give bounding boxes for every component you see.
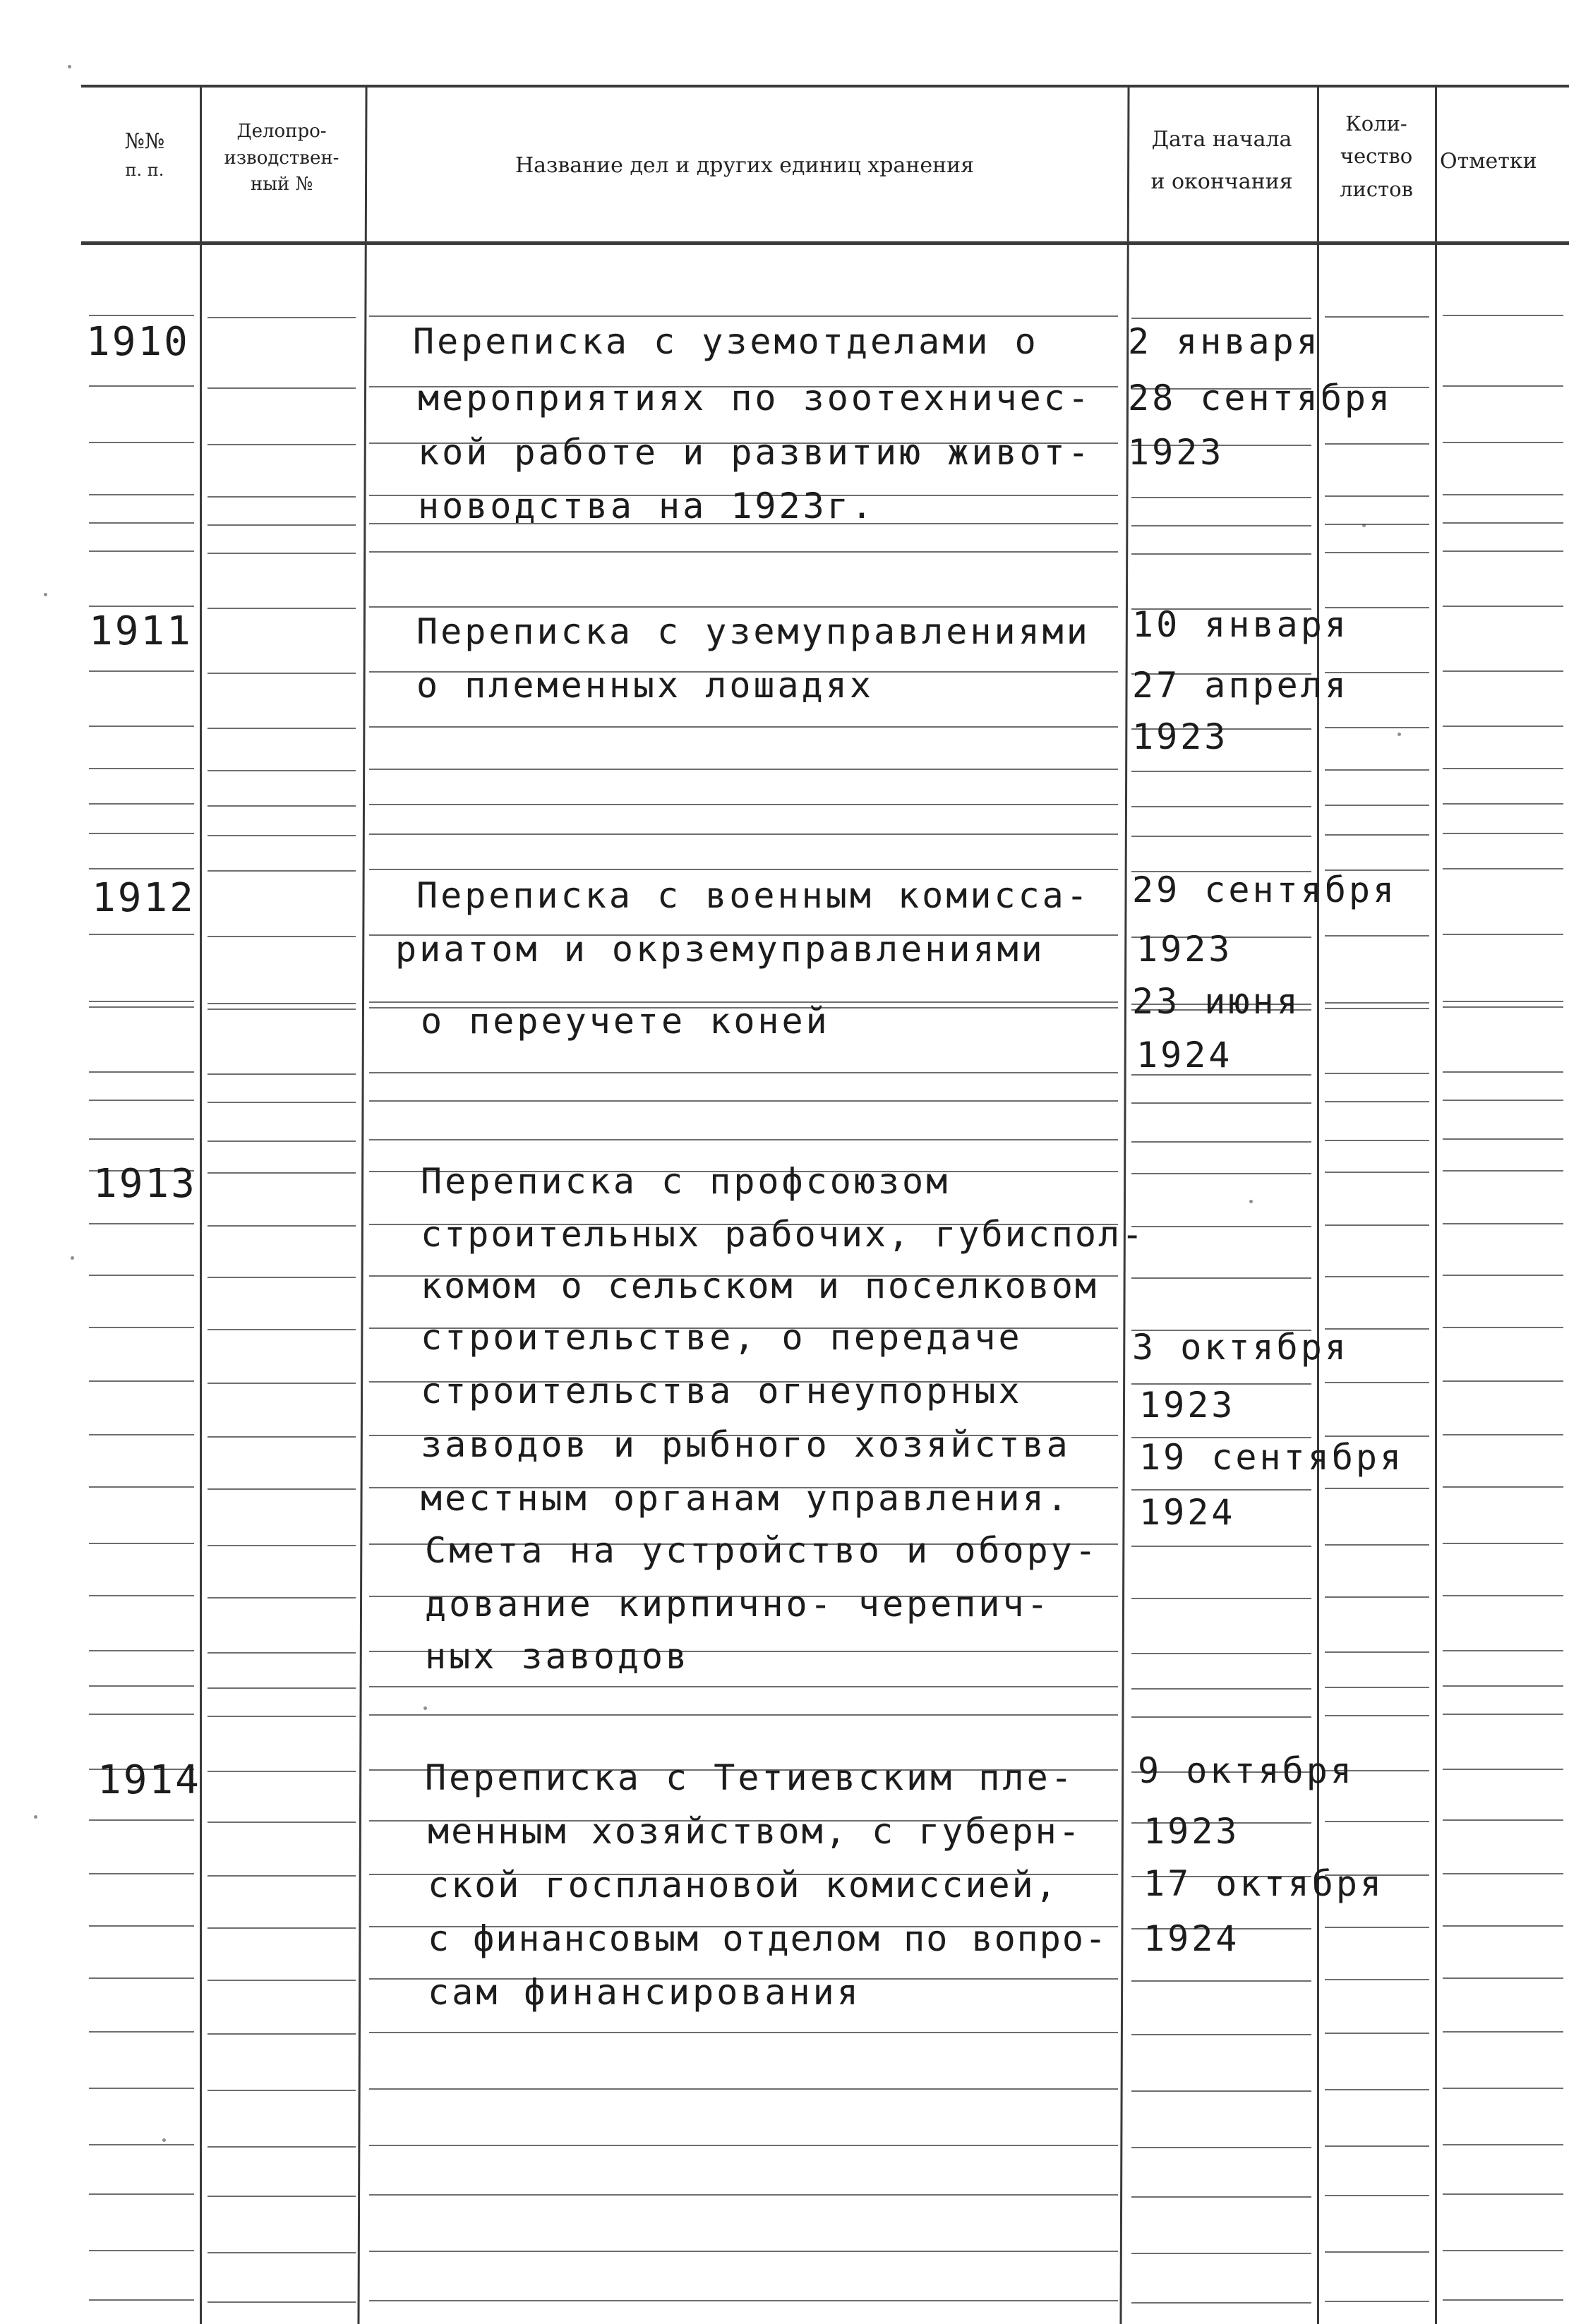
ledger-rule	[1443, 1434, 1563, 1435]
ledger-rule	[89, 2299, 194, 2301]
ledger-rule	[208, 2196, 356, 2197]
ledger-rule	[1325, 1687, 1429, 1688]
record-title-line: комом о сельском и поселковом	[421, 1265, 1098, 1306]
scan-speck	[34, 1815, 37, 1819]
ledger-rule	[1325, 1276, 1429, 1277]
record-title-line: Переписка с Тетиевским пле-	[425, 1757, 1075, 1798]
ledger-rule	[1131, 806, 1311, 807]
ledger-rule	[208, 1329, 356, 1330]
ledger-rule	[1131, 2147, 1311, 2148]
ledger-rule	[1325, 1172, 1429, 1173]
record-title-line: сам финансирования	[428, 1972, 861, 2013]
ledger-rule	[1131, 525, 1311, 526]
ledger-rule	[1131, 1688, 1311, 1690]
ledger-rule	[89, 1223, 194, 1224]
ledger-rule	[1325, 1979, 1429, 1980]
ledger-rule	[208, 1003, 356, 1004]
record-title-line: ской госплановой комиссией,	[428, 1865, 1059, 1905]
record-date-line: 2 января	[1128, 321, 1321, 362]
ledger-rule	[89, 1977, 194, 1979]
ledger-rule	[1325, 495, 1429, 497]
ledger-rule	[89, 1380, 194, 1382]
ledger-rule	[369, 804, 1118, 805]
scan-speck	[1397, 733, 1401, 736]
record-title-line: о переучете коней	[421, 1001, 830, 1042]
column-divider	[200, 88, 202, 2324]
ledger-rule	[1131, 836, 1311, 837]
column-divider	[1317, 88, 1319, 2324]
ledger-rule	[1443, 1223, 1563, 1224]
ledger-rule	[369, 1100, 1118, 1102]
ledger-rule	[1325, 1101, 1429, 1102]
ledger-rule	[1325, 2033, 1429, 2034]
ledger-rule	[208, 1771, 356, 1772]
ledger-rule	[208, 553, 356, 554]
ledger-rule	[1131, 1653, 1311, 1654]
ledger-rule	[1131, 553, 1311, 555]
ledger-rule	[208, 1073, 356, 1075]
ledger-rule	[1131, 2302, 1311, 2304]
ledger-rule	[1443, 494, 1563, 495]
ledger-rule	[1443, 1819, 1563, 1821]
ledger-rule	[369, 2088, 1118, 2090]
header-col-dates-line1: Дата начала	[1151, 127, 1292, 152]
ledger-rule	[89, 833, 194, 834]
ledger-rule	[208, 444, 356, 445]
ledger-rule	[89, 934, 194, 935]
ledger-rule	[1325, 1008, 1429, 1009]
record-title-line: Переписка с военным комисса-	[416, 875, 1090, 916]
ledger-rule	[1443, 868, 1563, 869]
ledger-rule	[89, 1071, 194, 1073]
ledger-rule	[1325, 1927, 1429, 1928]
ledger-rule	[1443, 1006, 1563, 1008]
ledger-rule	[1443, 2193, 1563, 2195]
scan-speck	[1362, 524, 1366, 527]
record-title-line: заводов и рыбного хозяйства	[421, 1424, 1071, 1465]
ledger-rule	[1131, 1277, 1311, 1279]
record-date-line: 23 июня	[1132, 981, 1301, 1022]
ledger-rule	[208, 1140, 356, 1142]
ledger-rule	[369, 1686, 1118, 1687]
record-date-line: 27 апреля	[1132, 665, 1349, 706]
record-date-line: 9 октября	[1138, 1750, 1354, 1791]
ledger-rule	[1325, 2301, 1429, 2302]
record-title-line: Переписка с уземотделами о	[413, 321, 1039, 362]
ledger-rule	[208, 1383, 356, 1384]
header-col-sheets	[1320, 107, 1433, 205]
ledger-rule	[1443, 2031, 1563, 2033]
ledger-rule	[208, 805, 356, 807]
ledger-rule	[89, 1275, 194, 1276]
ledger-rule	[208, 2301, 356, 2303]
ledger-rule	[89, 550, 194, 552]
ledger-rule	[208, 1980, 356, 1981]
ledger-rule	[208, 1488, 356, 1490]
ledger-rule	[208, 387, 356, 389]
ledger-rule	[89, 1650, 194, 1651]
ledger-rule	[208, 2090, 356, 2091]
ledger-rule	[1131, 2196, 1311, 2198]
record-title-line: о племенных лошадях	[416, 665, 874, 706]
ledger-rule	[1443, 768, 1563, 769]
record-title-line: кой работе и развитию живот-	[418, 432, 1092, 473]
column-divider	[357, 88, 367, 2324]
ledger-rule	[208, 1009, 356, 1010]
ledger-rule	[1325, 1224, 1429, 1226]
ledger-rule	[1325, 2195, 1429, 2196]
ledger-rule	[89, 1486, 194, 1488]
ledger-rule	[208, 870, 356, 872]
record-date-line: 19 сентября	[1139, 1437, 1405, 1478]
ledger-rule	[89, 2031, 194, 2033]
ledger-rule	[1443, 1714, 1563, 1715]
ledger-rule	[369, 1072, 1118, 1073]
scan-speck	[162, 2138, 166, 2142]
ledger-rule	[208, 936, 356, 937]
ledger-rule	[208, 1436, 356, 1438]
ledger-rule	[89, 385, 194, 387]
ledger-rule	[1443, 1769, 1563, 1770]
header-col-sheets-line2: чество	[1340, 144, 1413, 169]
scan-speck	[44, 593, 47, 596]
ledger-rule	[1443, 1275, 1563, 1276]
ledger-rule	[1325, 935, 1429, 937]
ledger-rule	[1325, 2145, 1429, 2147]
ledger-rule	[1325, 1382, 1429, 1383]
ledger-rule	[369, 2194, 1118, 2196]
record-title-line: Смета на устройство и обору-	[425, 1530, 1099, 1571]
ledger-rule	[89, 1138, 194, 1140]
record-date-line: 1923	[1143, 1811, 1240, 1852]
ledger-rule	[1443, 2144, 1563, 2145]
ledger-rule	[1443, 1925, 1563, 1927]
ledger-rule	[208, 1927, 356, 1929]
ledger-rule	[208, 524, 356, 526]
record-number: 1910	[86, 319, 190, 365]
ledger-rule	[1443, 934, 1563, 935]
ledger-rule	[1325, 524, 1429, 525]
ledger-rule	[1131, 1102, 1311, 1104]
ledger-rule	[369, 2300, 1118, 2301]
ledger-rule	[89, 1001, 194, 1002]
ledger-rule	[208, 770, 356, 771]
ledger-rule	[1131, 1598, 1311, 1599]
ledger-rule	[89, 442, 194, 443]
ledger-rule	[208, 1102, 356, 1103]
ledger-rule	[89, 1685, 194, 1687]
ledger-rule	[208, 728, 356, 729]
ledger-rule	[1443, 1170, 1563, 1172]
ledger-rule	[1443, 1100, 1563, 1101]
record-date-line: 3 октября	[1132, 1327, 1349, 1368]
record-title-line: новодства на 1923г.	[418, 486, 875, 526]
ledger-rule	[208, 1875, 356, 1877]
record-date-line: 1923	[1139, 1385, 1236, 1426]
ledger-rule	[1443, 606, 1563, 607]
record-title-line: Переписка с уземуправлениями	[416, 611, 1090, 652]
ledger-rule	[89, 1434, 194, 1435]
ledger-rule	[1325, 1821, 1429, 1822]
ledger-rule	[1131, 1173, 1311, 1174]
record-date-line: 28 сентября	[1128, 378, 1393, 419]
record-number: 1911	[89, 608, 193, 654]
ledger-rule	[208, 1545, 356, 1546]
ledger-rule	[208, 835, 356, 836]
scan-speck	[68, 65, 71, 68]
ledger-rule	[369, 551, 1118, 553]
ledger-rule	[208, 496, 356, 498]
ledger-rule	[1131, 2034, 1311, 2035]
ledger-rule	[208, 1172, 356, 1174]
record-title-line: риатом и окрземуправлениями	[395, 929, 1045, 970]
ledger-rule	[1325, 1140, 1429, 1141]
column-divider	[1435, 88, 1437, 2324]
ledger-rule	[89, 606, 194, 607]
record-number: 1914	[97, 1757, 201, 1803]
ledger-rule	[1325, 1002, 1429, 1004]
ledger-rule	[89, 1100, 194, 1101]
ledger-rule	[208, 2146, 356, 2148]
ledger-rule	[1443, 833, 1563, 834]
header-col-number-line2: п. п.	[125, 160, 164, 180]
record-title-line: с финансовым отделом по вопро-	[428, 1918, 1108, 1959]
ledger-rule	[208, 608, 356, 609]
ledger-rule	[369, 2145, 1118, 2146]
record-number: 1913	[93, 1161, 197, 1207]
ledger-rule	[1443, 1977, 1563, 1979]
header-col-office-line3: ный №	[250, 174, 313, 195]
ledger-rule	[89, 1595, 194, 1596]
ledger-rule	[369, 2251, 1118, 2252]
header-col-notes: Отметки	[1440, 149, 1537, 174]
ledger-rule	[89, 2193, 194, 2195]
record-date-line: 1923	[1128, 432, 1225, 473]
header-col-dates	[1128, 119, 1316, 203]
ledger-rule	[1131, 1980, 1311, 1982]
scan-speck	[71, 1256, 74, 1260]
ledger-rule	[89, 2088, 194, 2089]
record-date-line: 10 января	[1132, 604, 1349, 645]
ledger-rule	[1443, 1380, 1563, 1382]
ledger-rule	[89, 2250, 194, 2251]
ledger-rule	[1131, 1141, 1311, 1143]
ledger-rule	[1443, 2088, 1563, 2089]
ledger-rule	[1325, 1651, 1429, 1653]
ledger-rule	[89, 768, 194, 769]
ledger-rule	[1325, 316, 1429, 318]
ledger-rule	[1443, 1873, 1563, 1874]
record-title-line: Переписка с профсоюзом	[421, 1161, 951, 1202]
record-date-line: 1924	[1143, 1918, 1240, 1959]
ledger-rule	[1443, 1327, 1563, 1328]
header-top-border	[81, 85, 1569, 88]
ledger-rule	[1443, 550, 1563, 552]
record-title-line: строительства огнеупорных	[421, 1371, 1023, 1411]
ledger-rule	[1325, 1488, 1429, 1489]
ledger-rule	[1443, 385, 1563, 387]
ledger-rule	[1325, 769, 1429, 771]
ledger-rule	[1443, 2250, 1563, 2251]
ledger-rule	[1325, 1715, 1429, 1716]
ledger-rule	[89, 1873, 194, 1874]
record-title-line: строительных рабочих, губиспол-	[421, 1214, 1146, 1255]
ledger-rule	[208, 1822, 356, 1823]
ledger-rule	[1443, 803, 1563, 805]
ledger-rule	[89, 1327, 194, 1328]
ledger-rule	[1443, 726, 1563, 727]
ledger-rule	[1443, 442, 1563, 443]
ledger-rule	[1131, 771, 1311, 772]
ledger-rule	[1325, 1073, 1429, 1074]
column-divider	[1119, 88, 1129, 2324]
header-col-sheets-line1: Коли-	[1345, 112, 1407, 136]
ledger-rule	[208, 1652, 356, 1654]
record-title-line: менным хозяйством, с губерн-	[428, 1811, 1082, 1852]
ledger-rule	[1325, 2089, 1429, 2090]
ledger-rule	[1325, 805, 1429, 806]
ledger-rule	[1131, 1489, 1311, 1491]
ledger-rule	[208, 1716, 356, 1717]
record-title-line: ных заводов	[425, 1636, 690, 1677]
ledger-rule	[89, 726, 194, 727]
ledger-rule	[89, 522, 194, 524]
ledger-rule	[369, 769, 1118, 770]
record-date-line: 1924	[1139, 1492, 1236, 1533]
record-title-line: дование кирпично- черепич-	[425, 1584, 1051, 1625]
header-col-number-line1: №№	[124, 129, 165, 154]
ledger-rule	[1131, 1226, 1311, 1227]
ledger-rule	[89, 315, 194, 316]
header-col-sheets-line3: листов	[1340, 176, 1413, 201]
ledger-rule	[369, 315, 1118, 317]
record-date-line: 29 сентября	[1132, 869, 1397, 910]
scan-speck	[1249, 1200, 1253, 1203]
ledger-rule	[1443, 1001, 1563, 1002]
header-col-title: Название дел и других единиц хранения	[515, 153, 975, 178]
ledger-rule	[1443, 522, 1563, 524]
ledger-rule	[1443, 1486, 1563, 1488]
record-date-line: 1923	[1136, 929, 1233, 970]
ledger-rule	[1443, 1650, 1563, 1651]
header-col-office	[203, 119, 360, 198]
ledger-rule	[1325, 2251, 1429, 2253]
ledger-rule	[89, 670, 194, 672]
ledger-rule	[89, 868, 194, 869]
record-date-line: 17 октября	[1143, 1863, 1385, 1904]
ledger-rule	[1443, 1595, 1563, 1596]
ledger-rule	[1443, 1071, 1563, 1073]
header-col-number	[106, 126, 184, 183]
record-number: 1912	[92, 875, 196, 921]
ledger-rule	[1443, 2299, 1563, 2301]
header-col-office-line1: Делопро-	[236, 121, 327, 142]
ledger-rule	[1325, 834, 1429, 836]
ledger-rule	[1325, 1596, 1429, 1598]
ledger-rule	[208, 1225, 356, 1227]
ledger-rule	[369, 833, 1118, 835]
ledger-rule	[208, 1687, 356, 1689]
ledger-rule	[89, 1714, 194, 1715]
record-date-line: 1923	[1132, 716, 1229, 757]
ledger-rule	[369, 606, 1118, 608]
ledger-rule	[1443, 1138, 1563, 1140]
ledger-rule	[369, 1714, 1118, 1716]
record-title-line: строительстве, о передаче	[421, 1317, 1023, 1358]
ledger-rule	[1131, 2090, 1311, 2092]
ledger-rule	[208, 1277, 356, 1278]
ledger-rule	[1325, 727, 1429, 728]
ledger-rule	[1325, 1544, 1429, 1546]
ledger-rule	[1325, 443, 1429, 445]
ledger-rule	[1131, 497, 1311, 498]
ledger-rule	[1443, 1685, 1563, 1687]
ledger-rule	[89, 2144, 194, 2145]
ledger-rule	[369, 1139, 1118, 1140]
record-title-line: мероприятиях по зоотехничес-	[418, 378, 1092, 419]
ledger-rule	[369, 726, 1118, 728]
ledger-rule	[208, 673, 356, 674]
ledger-rule	[369, 2032, 1118, 2033]
ledger-rule	[89, 803, 194, 805]
ledger-rule	[1131, 1546, 1311, 1547]
ledger-rule	[89, 1006, 194, 1008]
ledger-rule	[89, 1543, 194, 1544]
header-col-dates-line2: и окончания	[1150, 169, 1293, 194]
ledger-rule	[1131, 318, 1311, 319]
header-bottom-border	[81, 241, 1569, 245]
ledger-rule	[1443, 315, 1563, 316]
ledger-rule	[369, 869, 1118, 870]
ledger-rule	[89, 1925, 194, 1927]
ledger-rule	[1131, 1716, 1311, 1718]
ledger-rule	[208, 317, 356, 318]
ledger-rule	[208, 1597, 356, 1598]
scan-speck	[423, 1706, 427, 1710]
ledger-rule	[208, 2033, 356, 2035]
header-col-office-line2: изводствен-	[224, 147, 339, 169]
ledger-rule	[89, 1819, 194, 1821]
ledger-rule	[1443, 1543, 1563, 1544]
ledger-rule	[1443, 670, 1563, 672]
ledger-rule	[1325, 552, 1429, 553]
ledger-rule	[89, 494, 194, 495]
record-title-line: местным органам управления.	[421, 1478, 1071, 1519]
record-date-line: 1924	[1136, 1035, 1233, 1076]
ledger-rule	[208, 2252, 356, 2253]
ledger-rule	[1131, 2253, 1311, 2254]
